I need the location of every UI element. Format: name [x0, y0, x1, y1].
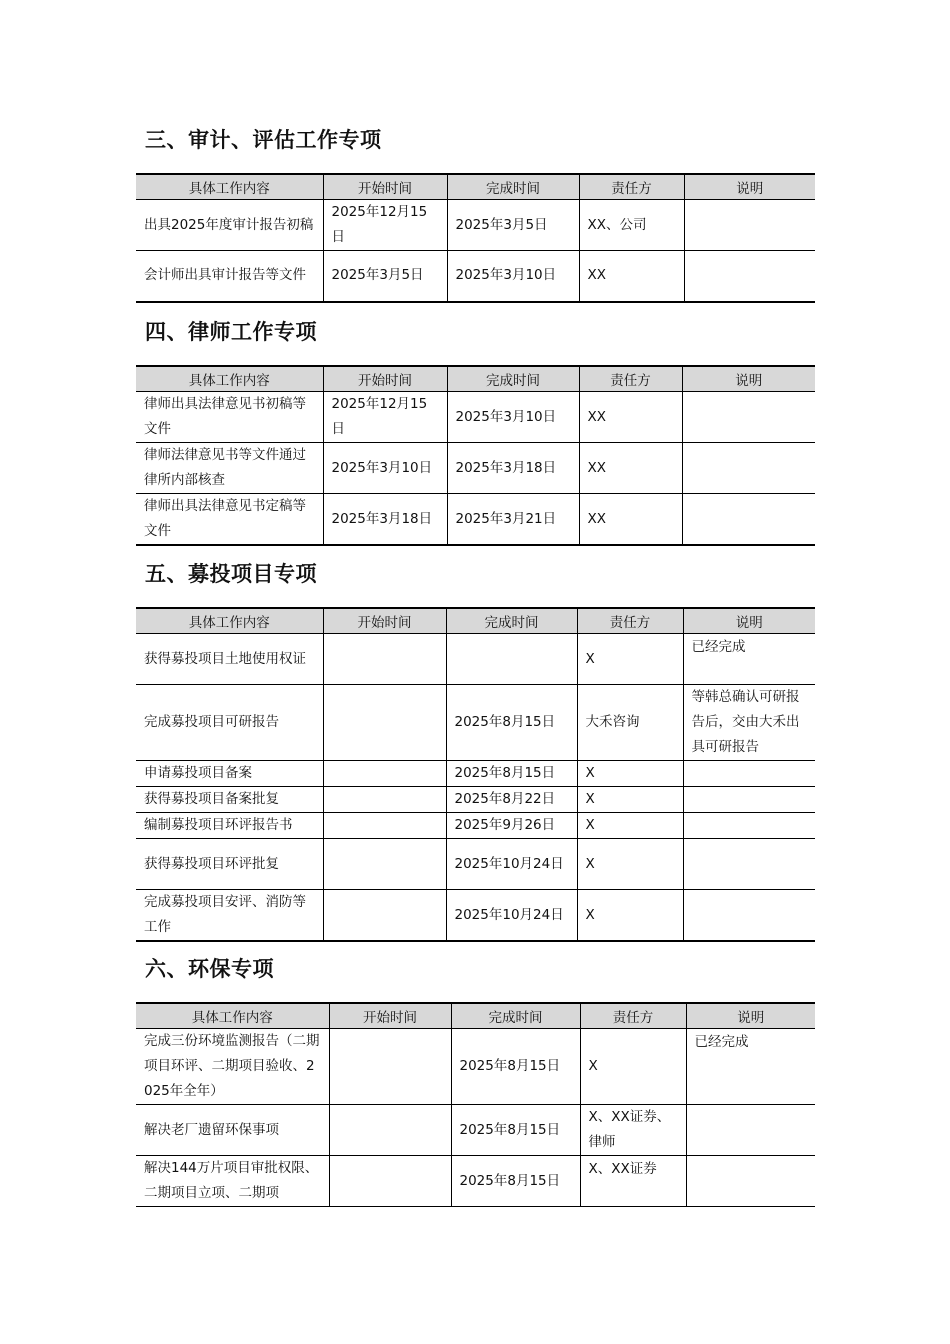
end-cell: 2025年3月21日 [447, 494, 579, 546]
col-header: 完成时间 [447, 174, 579, 200]
col-header: 完成时间 [447, 366, 579, 392]
task-cell: 获得募投项目土地使用权证 [136, 634, 323, 685]
table-row [136, 443, 815, 494]
col-header: 开始时间 [329, 1003, 451, 1029]
owner-cell: XX [579, 392, 682, 443]
col-header: 具体工作内容 [136, 174, 323, 200]
task-cell: 获得募投项目环评批复 [136, 839, 323, 890]
owner-cell: XX [579, 443, 682, 494]
owner-cell: X、XX证券、律师 [580, 1105, 686, 1156]
task-cell: 律师出具法律意见书初稿等文件 [136, 392, 323, 443]
task-cell: 解决老厂遗留环保事项 [136, 1105, 329, 1156]
audit-table [136, 173, 815, 303]
start-cell [323, 634, 446, 685]
col-header: 完成时间 [451, 1003, 580, 1029]
start-cell [323, 890, 446, 942]
start-cell [329, 1029, 451, 1105]
note-cell [686, 1156, 815, 1207]
section-title-lawyer: 四、律师工作专项 [145, 320, 317, 344]
end-cell: 2025年8月15日 [446, 685, 577, 761]
owner-cell: X [577, 787, 683, 813]
col-header: 开始时间 [323, 366, 447, 392]
end-cell: 2025年8月15日 [451, 1156, 580, 1207]
col-header: 开始时间 [323, 608, 446, 634]
end-cell [446, 634, 577, 685]
owner-cell: X [577, 634, 683, 685]
col-header: 具体工作内容 [136, 1003, 329, 1029]
environment-table [136, 1002, 815, 1207]
task-cell: 完成募投项目安评、消防等工作 [136, 890, 323, 942]
start-cell [323, 813, 446, 839]
note-cell [683, 761, 815, 787]
col-header: 责任方 [580, 1003, 686, 1029]
start-cell [323, 761, 446, 787]
table-row [136, 200, 815, 251]
task-cell: 出具2025年度审计报告初稿 [136, 200, 323, 251]
table-row [136, 1029, 815, 1105]
end-cell: 2025年3月18日 [447, 443, 579, 494]
end-cell: 2025年8月15日 [451, 1105, 580, 1156]
section-title-audit: 三、审计、评估工作专项 [145, 128, 382, 152]
start-cell [323, 787, 446, 813]
col-header: 具体工作内容 [136, 366, 323, 392]
table-row [136, 392, 815, 443]
note-cell [682, 392, 815, 443]
table-row [136, 813, 815, 839]
table-row [136, 494, 815, 546]
fundraising-table [136, 607, 815, 942]
table-row [136, 839, 815, 890]
col-header: 说明 [683, 608, 815, 634]
col-header: 说明 [684, 174, 815, 200]
note-cell [684, 251, 815, 302]
owner-cell: 大禾咨询 [577, 685, 683, 761]
table-row [136, 251, 815, 302]
table-row [136, 890, 815, 942]
owner-cell: XX [579, 494, 682, 546]
table-row [136, 761, 815, 787]
task-cell: 编制募投项目环评报告书 [136, 813, 323, 839]
task-cell: 律师出具法律意见书定稿等文件 [136, 494, 323, 546]
section-title-fundraising: 五、募投项目专项 [145, 562, 317, 586]
end-cell: 2025年3月5日 [447, 200, 579, 251]
col-header: 具体工作内容 [136, 608, 323, 634]
owner-cell: XX [579, 251, 684, 302]
task-cell: 解决144万片项目审批权限、二期项目立项、二期项 [136, 1156, 329, 1207]
task-cell: 完成募投项目可研报告 [136, 685, 323, 761]
task-cell: 申请募投项目备案 [136, 761, 323, 787]
table-row [136, 787, 815, 813]
note-cell: 已经完成 [683, 634, 815, 685]
col-header: 责任方 [577, 608, 683, 634]
task-cell: 获得募投项目备案批复 [136, 787, 323, 813]
table-header [136, 1003, 815, 1029]
owner-cell: X [577, 839, 683, 890]
col-header: 说明 [682, 366, 815, 392]
table-row [136, 685, 815, 761]
table-header [136, 174, 815, 200]
table-row [136, 634, 815, 685]
start-cell: 2025年3月10日 [323, 443, 447, 494]
table-header [136, 366, 815, 392]
start-cell: 2025年12月15日 [323, 200, 447, 251]
task-cell: 完成三份环境监测报告（二期项目环评、二期项目验收、2025年全年） [136, 1029, 329, 1105]
note-cell [683, 787, 815, 813]
col-header: 开始时间 [323, 174, 447, 200]
end-cell: 2025年9月26日 [446, 813, 577, 839]
note-cell [682, 443, 815, 494]
col-header: 说明 [686, 1003, 815, 1029]
task-cell: 会计师出具审计报告等文件 [136, 251, 323, 302]
owner-cell: X [577, 813, 683, 839]
start-cell [323, 685, 446, 761]
note-cell [686, 1105, 815, 1156]
start-cell: 2025年3月5日 [323, 251, 447, 302]
note-cell [683, 890, 815, 942]
lawyer-table [136, 365, 815, 546]
note-cell [682, 494, 815, 546]
owner-cell: X [577, 761, 683, 787]
end-cell: 2025年10月24日 [446, 839, 577, 890]
note-cell [683, 813, 815, 839]
note-cell: 等韩总确认可研报告后，交由大禾出具可研报告 [683, 685, 815, 761]
end-cell: 2025年3月10日 [447, 251, 579, 302]
end-cell: 2025年8月22日 [446, 787, 577, 813]
owner-cell: X [577, 890, 683, 942]
start-cell [329, 1156, 451, 1207]
task-cell: 律师法律意见书等文件通过律所内部核查 [136, 443, 323, 494]
note-cell [684, 200, 815, 251]
end-cell: 2025年3月10日 [447, 392, 579, 443]
col-header: 完成时间 [446, 608, 577, 634]
table-row [136, 1105, 815, 1156]
table-row [136, 1156, 815, 1207]
note-cell: 已经完成 [686, 1029, 815, 1105]
col-header: 责任方 [579, 174, 684, 200]
note-cell [683, 839, 815, 890]
table-header [136, 608, 815, 634]
section-title-environment: 六、环保专项 [145, 957, 274, 981]
start-cell: 2025年12月15日 [323, 392, 447, 443]
owner-cell: X、XX证券 [580, 1156, 686, 1207]
end-cell: 2025年8月15日 [446, 761, 577, 787]
end-cell: 2025年8月15日 [451, 1029, 580, 1105]
owner-cell: X [580, 1029, 686, 1105]
end-cell: 2025年10月24日 [446, 890, 577, 942]
start-cell [323, 839, 446, 890]
owner-cell: XX、公司 [579, 200, 684, 251]
col-header: 责任方 [579, 366, 682, 392]
start-cell: 2025年3月18日 [323, 494, 447, 546]
start-cell [329, 1105, 451, 1156]
